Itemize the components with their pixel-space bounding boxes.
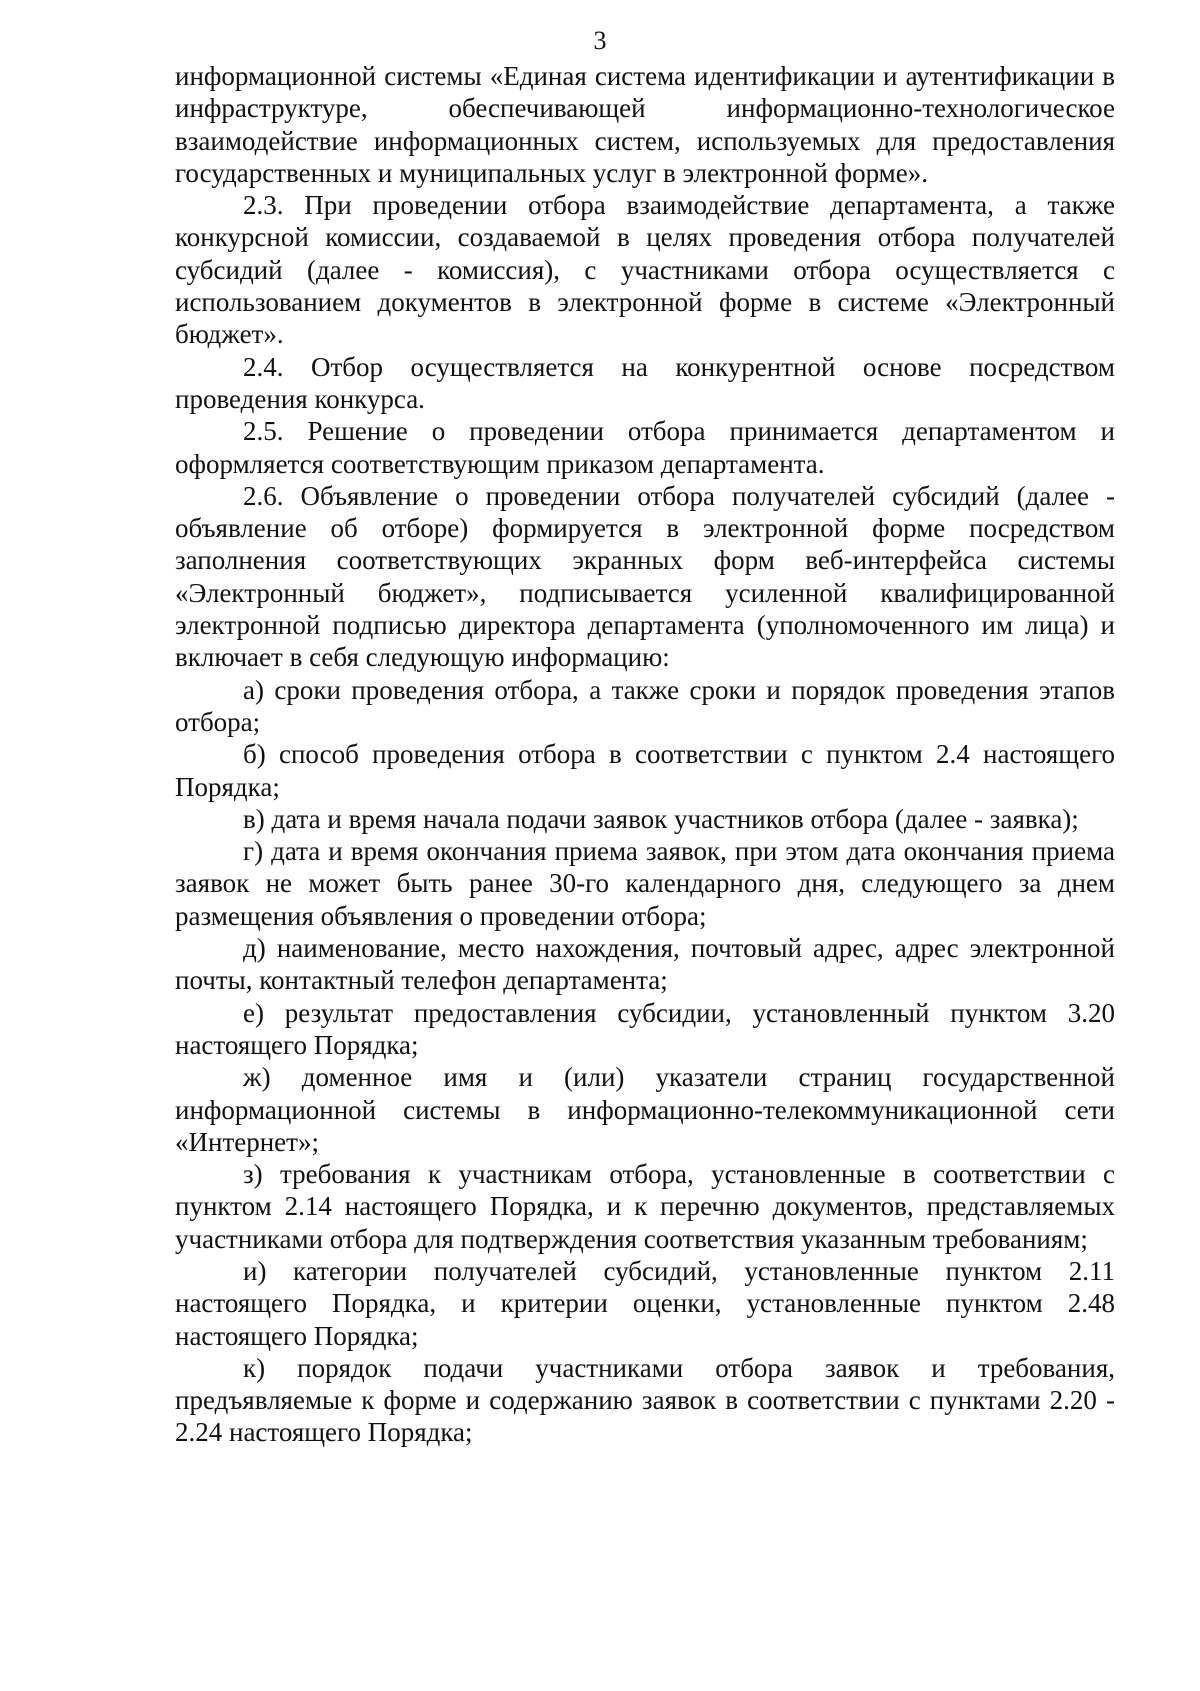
list-item-i: и) категории получателей субсидий, установленные пунктом 2.11 настоящего Порядка, и критерии оценки, установленные пунктом 2.48 настоящего Порядка; <box>175 1255 1115 1351</box>
list-item-z: з) требования к участникам отбора, установленные в соответствии с пунктом 2.14 настоящего Порядка, и к перечню документов, представляемых участниками отбора для подтверждения соответствия указанным требованиям; <box>175 1159 1115 1254</box>
list-item-v: в) дата и время начала подачи заявок участников отбора (далее - заявка); <box>243 803 1079 834</box>
paragraph-2-5: 2.5. Решение о проведении отбора принимается департаментом и оформляется соответствующим приказом департамента. <box>175 416 1115 479</box>
document-body <box>175 60 1115 1449</box>
paragraph-continuation: информационной системы «Единая система идентификации и аутентификации в инфраструктуре, обеспечивающей информационно-технологическое взаимодействие информационных систем, используемых для предоставления государственных и муниципальных услуг в электронной форме». <box>175 61 1115 188</box>
paragraph-2-6: 2.6. Объявление о проведении отбора получателей субсидий (далее - объявление об отборе) формируется в электронной форме посредством заполнения соответствующих экранных форм веб-интерфейса системы «Электронный бюджет», подписывается усиленной квалифицированной электронной подписью директора департамента (уполномоченного им лица) и включает в себя следующую информацию: <box>175 480 1115 673</box>
list-item-d: д) наименование, место нахождения, почтовый адрес, адрес электронной почты, контактный телефон департамента; <box>175 933 1115 996</box>
paragraph-2-4: 2.4. Отбор осуществляется на конкурентной основе посредством проведения конкурса. <box>175 351 1115 414</box>
paragraph-2-3: 2.3. При проведении отбора взаимодействие департамента, а также конкурсной комиссии, создаваемой в целях проведения отбора получателей субсидий (далее - комиссия), с участниками отбора осуществляется с использованием документов в электронной форме в системе «Электронный бюджет». <box>175 190 1115 350</box>
list-item-zh: ж) доменное имя и (или) указатели страниц государственной информационной системы в информационно-телекоммуникационной сети «Интернет»; <box>175 1062 1115 1157</box>
list-item-a: а) сроки проведения отбора, а также сроки и порядок проведения этапов отбора; <box>175 674 1115 737</box>
list-item-b: б) способ проведения отбора в соответствии с пунктом 2.4 настоящего Порядка; <box>175 739 1115 802</box>
list-item-k: к) порядок подачи участниками отбора заявок и требования, предъявляемые к форме и содержанию заявок в соответствии с пунктами 2.20 - 2.24 настоящего Порядка; <box>175 1352 1115 1448</box>
list-item-e: е) результат предоставления субсидии, установленный пунктом 3.20 настоящего Порядка; <box>175 997 1115 1060</box>
list-item-g: г) дата и время окончания приема заявок, при этом дата окончания приема заявок не может быть ранее 30-го календарного дня, следующего за днем размещения объявления о проведении отбора; <box>175 836 1115 931</box>
page-number: 3 <box>593 26 607 55</box>
